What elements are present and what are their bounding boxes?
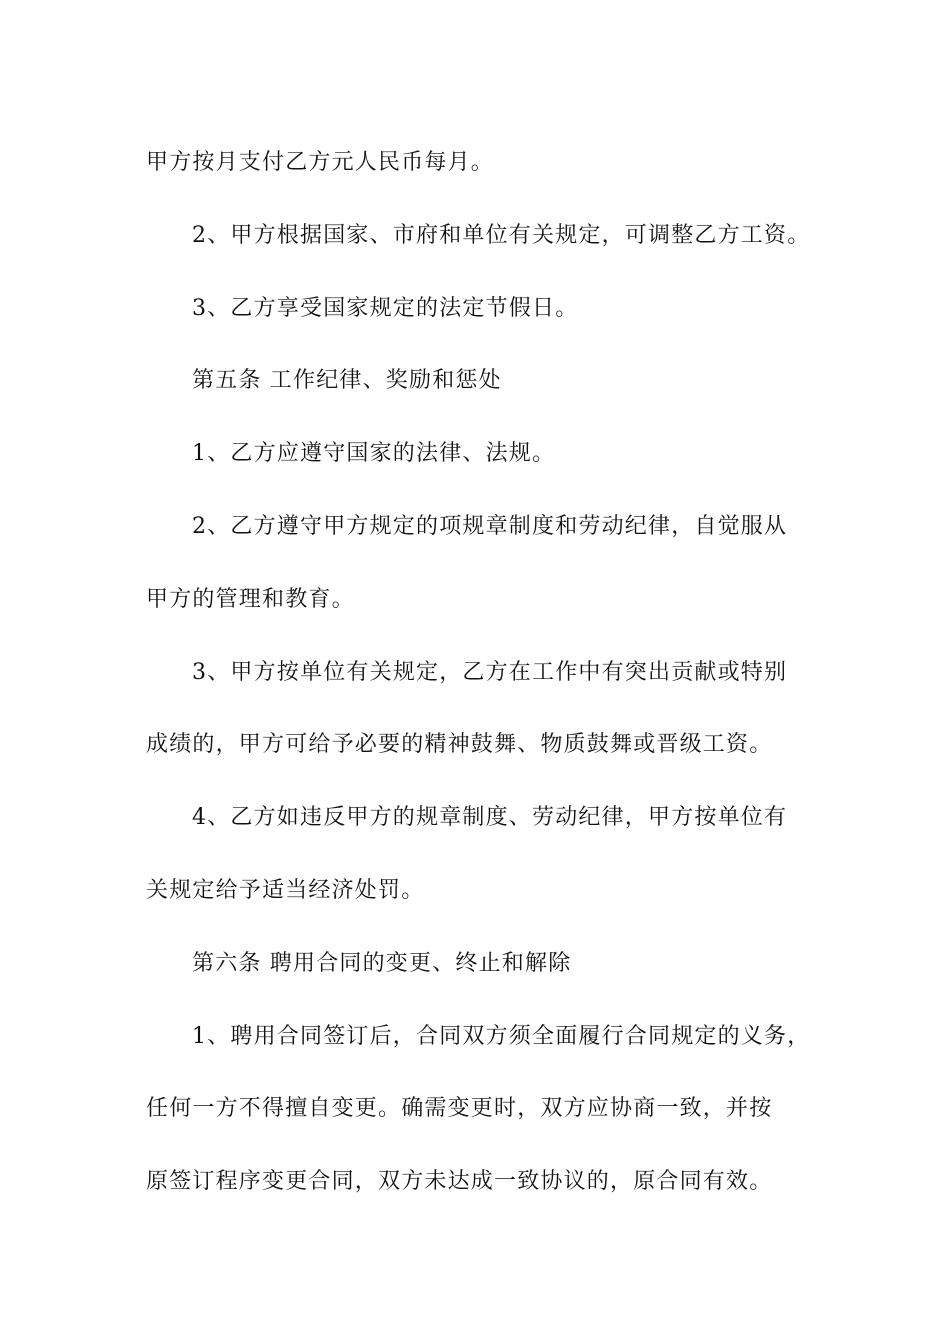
text-line-3: 3、乙方享受国家规定的法定节假日。 — [192, 295, 579, 321]
text-line-13: 1、聘用合同签订后，合同双方须全面履行合同规定的义务， — [192, 1023, 811, 1049]
document-body — [146, 127, 826, 1219]
section-heading-article-6: 第六条 聘用合同的变更、终止和解除 — [192, 950, 572, 976]
text-line-8: 3、甲方按单位有关规定，乙方在工作中有突出贡献或特别 — [192, 659, 788, 685]
text-line-7: 甲方的管理和教育。 — [146, 586, 355, 612]
text-line-11: 关规定给予适当经济处罚。 — [146, 877, 425, 903]
text-line-10: 4、乙方如违反甲方的规章制度、劳动纪律，甲方按单位有 — [192, 805, 788, 831]
text-line-9: 成绩的，甲方可给予必要的精神鼓舞、物质鼓舞或晋级工资。 — [146, 732, 773, 758]
text-line-2: 2、甲方根据国家、市府和单位有关规定，可调整乙方工资。 — [192, 222, 811, 248]
section-heading-article-5: 第五条 工作纪律、奖励和惩处 — [192, 368, 502, 394]
text-line-15: 原签订程序变更合同，双方未达成一致协议的，原合同有效。 — [146, 1169, 773, 1195]
text-line-14: 任何一方不得擅自变更。确需变更时，双方应协商一致，并按 — [146, 1096, 773, 1122]
text-line-5: 1、乙方应遵守国家的法律、法规。 — [192, 441, 556, 467]
text-line-1: 甲方按月支付乙方元人民币每月。 — [146, 150, 495, 175]
text-line-6: 2、乙方遵守甲方规定的项规章制度和劳动纪律，自觉服从 — [192, 513, 788, 539]
